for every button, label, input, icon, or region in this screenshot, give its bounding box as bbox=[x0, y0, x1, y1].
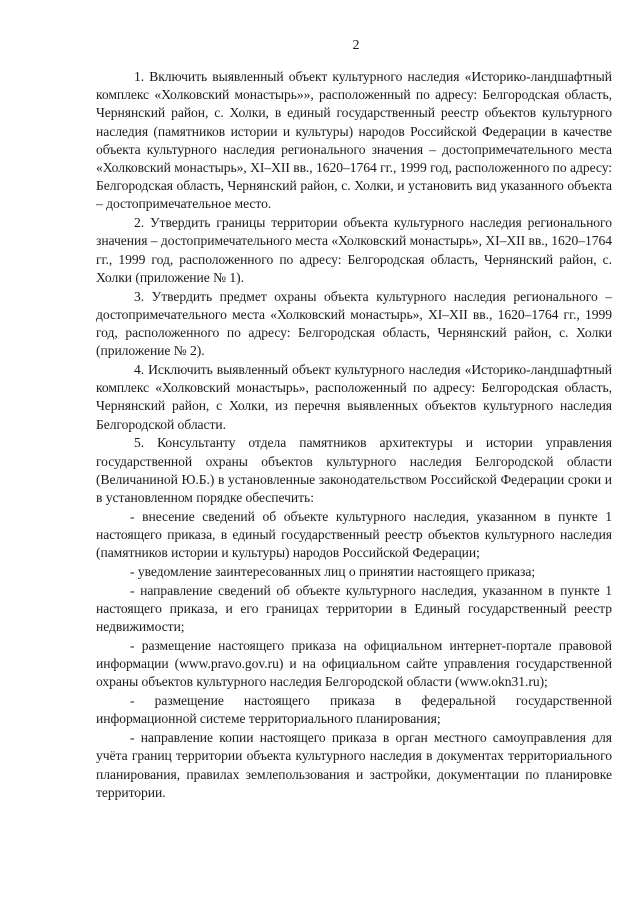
page-number: 2 bbox=[352, 38, 360, 53]
list-item-registry: - внесение сведений об объекте культурного наследия, указанном в пункте 1 настоящего приказа, в единый государственный реестр объектов культурного наследия (памятников истории и культуры) народов Российской Федерации; bbox=[96, 508, 612, 561]
paragraph-4: 4. Исключить выявленный объект культурного наследия «Историко-ландшафтный комплекс «Холковский монастырь», расположенный по адресу: Белгородская область, Чернянский район, с Холки, из перечня выявленных объектов культурного наследия Белгородской области. bbox=[96, 362, 612, 432]
paragraph-1: 1. Включить выявленный объект культурного наследия «Историко-ландшафтный комплекс «Холковский монастырь»», расположенный по адресу: Белгородская область, Чернянский район, с. Холки, в единый государственный реестр объектов культурного наследия (памятников истории и культуры) народов Российской Федерации в качестве объекта культурного наследия регионального значения – достопримечательного места «Холковский монастырь», XI–XII вв., 1620–1764 гг., 1999 год, расположенного по адресу: Белгородская область, Чернянский район, с. Холки, и установить вид указанного объекта – достопримечательное место. bbox=[96, 69, 612, 212]
list-item-local-authority: - направление копии настоящего приказа в орган местного самоуправления для учёта границ территории объекта культурного наследия в документах территориального планирования, правилах землепользования и застройки, документации по планировке территории. bbox=[96, 730, 612, 800]
list-item-real-estate-registry: - направление сведений об объекте культурного наследия, указанном в пункте 1 настоящего приказа, и его границах территории в Единый государственный реестр недвижимости; bbox=[96, 582, 612, 635]
list-item-federal-system: - размещение настоящего приказа в федеральной государственной информационной системе территориального планирования; bbox=[96, 693, 612, 727]
paragraph-5: 5. Консультанту отдела памятников архитектуры и истории управления государственной охраны объектов культурного наследия Белгородской области (Величаниной Ю.Б.) в установленные законодательством Российской Федерации сроки и в установленном порядке обеспечить: bbox=[96, 435, 612, 506]
paragraph-3: 3. Утвердить предмет охраны объекта культурного наследия регионального – достопримечательного места «Холковский монастырь», XI–XII вв., 1620–1764 гг., 1999 год, расположенного по адресу: Белгородская область, Чернянский район, с. Холки (приложение № 2). bbox=[96, 288, 612, 359]
list-item-publication: - размещение настоящего приказа на официальном интернет-портале правовой информации (www.pravo.gov.ru) и на официальном сайте управления государственной охраны объектов культурного наследия Белгородской области (www.okn31.ru); bbox=[96, 638, 612, 690]
list-item-notification: - уведомление заинтересованных лиц о принятии настоящего приказа; bbox=[130, 564, 536, 580]
paragraph-2: 2. Утвердить границы территории объекта культурного наследия регионального значения – достопримечательного места «Холковский монастырь», XI–XII вв., 1620–1764 гг., 1999 год, расположенного по адресу: Белгородская область, Чернянский район, с. Холки (приложение № 1). bbox=[96, 215, 612, 285]
